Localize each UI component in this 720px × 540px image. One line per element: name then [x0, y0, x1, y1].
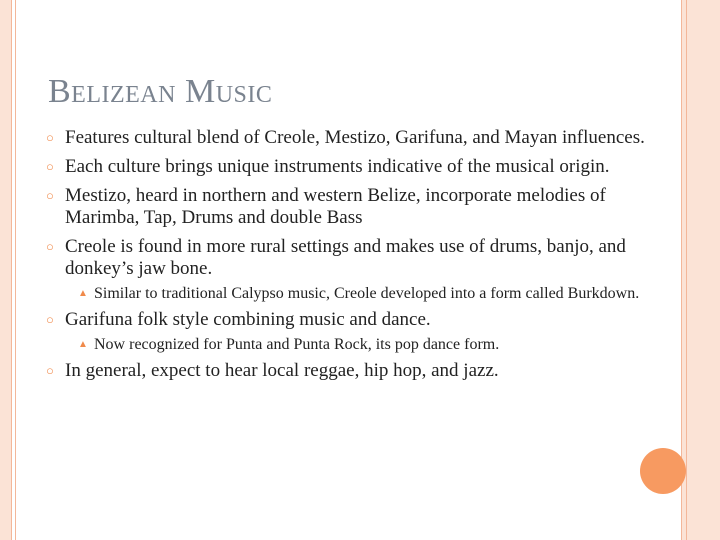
- bullet-text: Mestizo, heard in northern and western Belize, incorporate melodies of Marimba, Tap, Drums and double Bass: [65, 185, 606, 228]
- bullet-list: [46, 127, 646, 389]
- bullet-item: [46, 360, 646, 382]
- left-rule-inner: [15, 0, 16, 540]
- bullet-text: In general, expect to hear local reggae, hip hop, and jazz.: [65, 360, 499, 381]
- bullet-text: Creole is found in more rural settings and makes use of drums, banjo, and donkey’s jaw bone.: [65, 236, 626, 279]
- ring-bullet-icon: ○: [46, 312, 54, 327]
- bullet-item: [46, 185, 646, 229]
- slide-title: Belizean Music: [48, 73, 273, 110]
- triangle-bullet-icon: ▲: [78, 339, 88, 350]
- ring-bullet-icon: ○: [46, 239, 54, 254]
- sub-bullet-item: [46, 285, 646, 303]
- ring-bullet-icon: ○: [46, 159, 54, 174]
- bullet-item: [46, 127, 646, 149]
- bullet-item: [46, 309, 646, 331]
- bullet-text: Garifuna folk style combining music and dance.: [65, 309, 431, 330]
- bullet-text: Features cultural blend of Creole, Mestizo, Garifuna, and Mayan influences.: [65, 127, 645, 148]
- left-border-band: [0, 0, 11, 540]
- right-rule-outer: [686, 0, 687, 540]
- ring-bullet-icon: ○: [46, 363, 54, 378]
- ring-bullet-icon: ○: [46, 130, 54, 145]
- sub-bullet-text: Similar to traditional Calypso music, Creole developed into a form called Burkdown.: [94, 285, 640, 302]
- sub-bullet-text: Now recognized for Punta and Punta Rock, its pop dance form.: [94, 336, 500, 353]
- ring-bullet-icon: ○: [46, 188, 54, 203]
- left-rule-outer: [11, 0, 12, 540]
- right-border-band: [682, 0, 720, 540]
- bullet-item: [46, 156, 646, 178]
- accent-circle: [640, 448, 686, 494]
- triangle-bullet-icon: ▲: [78, 288, 88, 299]
- sub-bullet-item: [46, 336, 646, 354]
- bullet-text: Each culture brings unique instruments indicative of the musical origin.: [65, 156, 610, 177]
- bullet-item: [46, 236, 646, 280]
